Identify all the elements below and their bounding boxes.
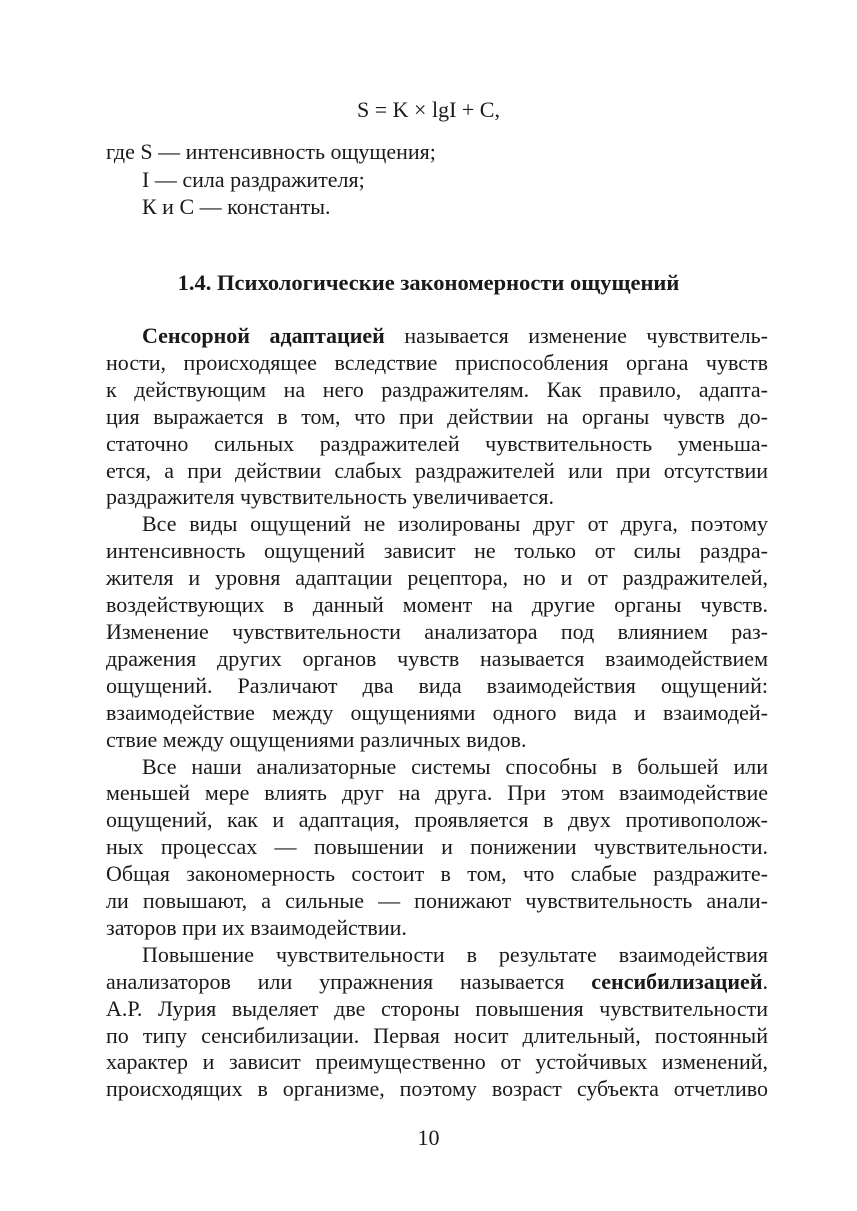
text-line: статочно сильных раздражителей чувствительность уменьша- — [106, 430, 768, 456]
page-number: 10 — [417, 1125, 440, 1150]
paragraph-sensitization — [106, 942, 768, 1103]
text-line: Все виды ощущений не изолированы друг от друга, поэтому — [142, 511, 768, 537]
text-line: Общая закономерность состоит в том, что слабые раздражите- — [106, 861, 768, 887]
text-line: ности, происходящее вследствие приспособления органа чувств — [106, 349, 768, 375]
text-line: происходящих в организме, поэтому возраст субъекта отчетливо — [106, 1076, 768, 1102]
text-line: ется, а при действии слабых раздражителей или при отсутствии — [106, 457, 768, 483]
text-line: по типу сенсибилизации. Первая носит длительный, постоянный — [106, 1022, 768, 1048]
text-line: анализаторов или упражнения называется сенсибилизацией. — [106, 968, 768, 994]
text-line: меньшей мере влиять друг на друга. При этом взаимодействие — [106, 780, 768, 806]
text-line: А.Р. Лурия выделяет две стороны повышения чувствительности — [106, 995, 768, 1021]
paragraph-analyzers — [106, 754, 768, 942]
text-line: жителя и уровня адаптации рецептора, но и от раздражителей, — [106, 565, 768, 591]
text-line: ных процессах — повышении и понижении чувствительности. — [106, 834, 768, 860]
body-text — [106, 323, 768, 1103]
definition-k-c: К и С — константы. — [142, 194, 331, 219]
text-line: раздражителя чувствительность увеличивается. — [106, 484, 554, 510]
text-line: к действующим на него раздражителям. Как правило, адапта- — [106, 376, 768, 402]
text-line: заторов при их взаимодействии. — [106, 914, 407, 940]
text-line: характер и зависит преимущественно от устойчивых изменений, — [106, 1049, 768, 1075]
formula: S = K × lgI + C, — [357, 97, 500, 122]
text-line: ствие между ощущениями различных видов. — [106, 726, 527, 752]
text-line: Изменение чувствительности анализатора под влиянием раз- — [106, 618, 768, 644]
text-line: дражения других органов чувств называется взаимодействием — [106, 645, 768, 671]
paragraph-interaction — [106, 511, 768, 753]
formula-definitions — [106, 138, 436, 221]
definition-s: где S — интенсивность ощущения; — [106, 139, 436, 164]
text-line: интенсивность ощущений зависит не только от силы раздра- — [106, 538, 768, 564]
term-sensitization: сенсибилизацией — [591, 968, 763, 994]
text-line: Сенсорной адаптацией называется изменение чувствитель- — [142, 323, 768, 348]
term-sensory-adaptation: Сенсорной адаптацией — [142, 323, 385, 348]
text-line: Все наши анализаторные системы способны в большей или — [142, 753, 768, 779]
section-heading: 1.4. Психологические закономерности ощущений — [177, 270, 680, 295]
paragraph-adaptation — [106, 323, 768, 511]
text-line: ощущений. Различают два вида взаимодействия ощущений: — [106, 672, 768, 698]
text-line: ощущений, как и адаптация, проявляется в двух противополож- — [106, 807, 768, 833]
text-line: Повышение чувствительности в результате взаимодействия — [142, 941, 768, 967]
text-line: ли повышают, а сильные — понижают чувствительность анали- — [106, 888, 768, 914]
text-line: взаимодействие между ощущениями одного вида и взаимодей- — [106, 699, 768, 725]
definition-i: I — сила раздражителя; — [142, 166, 365, 192]
text-line: воздействующих в данный момент на другие органы чувств. — [106, 592, 768, 618]
text-line: ция выражается в том, что при действии на органы чувств до- — [106, 403, 768, 429]
